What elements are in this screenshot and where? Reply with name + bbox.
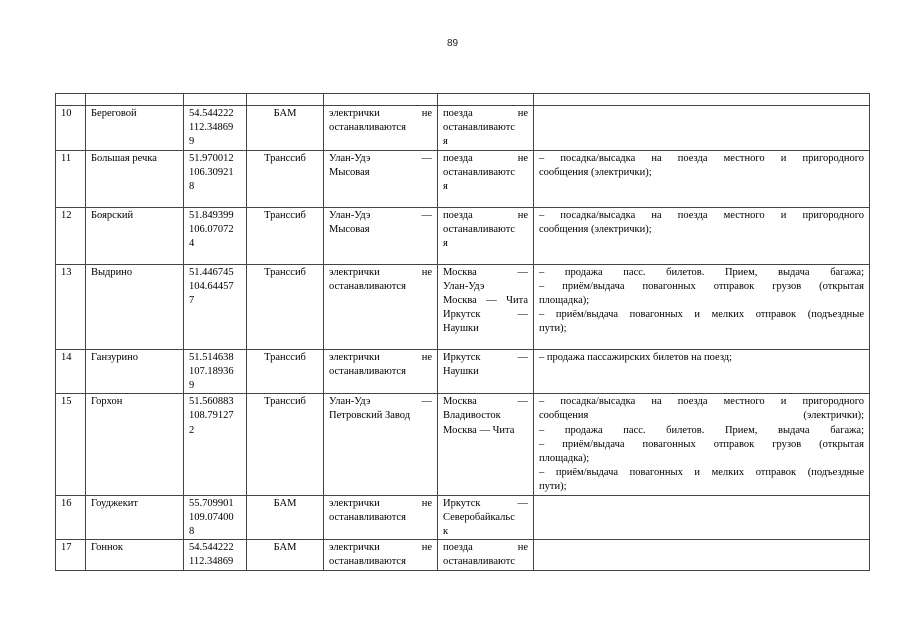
coord-line: 54.544222 [189, 542, 234, 554]
trains-line: Наушки [443, 365, 479, 377]
ops-line: пути); [539, 323, 567, 335]
stations-table [55, 93, 870, 571]
commuter-trains [324, 106, 438, 151]
coord-line: 112.34869 [189, 556, 234, 568]
ops-line: – посадка/высадка на поезда местного и пригородного [539, 209, 864, 221]
ops-line: – приём/выдача повагонных отправок грузов (открытая [539, 438, 864, 450]
coord-line: 112.34869 [189, 122, 234, 134]
commuter-trains [324, 495, 438, 540]
railway-line: Транссиб [247, 150, 324, 207]
table-row [56, 540, 870, 570]
station-name: Горхон [86, 394, 184, 495]
trains-line: я [443, 136, 448, 148]
trains-line: останавливаютс [443, 223, 516, 235]
table-row [56, 207, 870, 264]
station-operations [534, 207, 870, 264]
coordinates [184, 495, 247, 540]
table-row [56, 150, 870, 207]
page-number: 89 [446, 38, 459, 49]
coordinates [184, 349, 247, 394]
commuter-trains [324, 150, 438, 207]
trains-line: поезда не [443, 209, 528, 221]
station-operations [534, 106, 870, 151]
ops-line: сообщения (электрички); [539, 166, 652, 178]
commuter-line: Мысовая [329, 166, 370, 178]
long-distance-trains [438, 394, 534, 495]
coord-line: 9 [189, 136, 195, 148]
long-distance-trains [438, 207, 534, 264]
coord-line: 107.18936 [189, 365, 234, 377]
long-distance-trains [438, 150, 534, 207]
coord-line: 54.544222 [189, 108, 234, 119]
coord-line: 2 [189, 424, 195, 436]
coord-line: 4 [189, 238, 195, 250]
ops-line: – приём/выдача повагонных и мелких отправок (подъездные [539, 467, 864, 479]
table-row [56, 264, 870, 349]
railway-line: Транссиб [247, 349, 324, 394]
coord-line: 104.64457 [189, 280, 234, 292]
ops-line: сообщения (электрички); [539, 410, 864, 422]
commuter-line: останавливаются [329, 280, 406, 292]
station-name: Выдрино [86, 264, 184, 349]
trains-line: Владивосток [443, 410, 501, 422]
commuter-trains [324, 264, 438, 349]
commuter-line: останавливаются [329, 511, 406, 523]
ops-line: – посадка/высадка на поезда местного и пригородного [539, 396, 864, 408]
commuter-trains [324, 540, 438, 570]
station-name: Боярский [86, 207, 184, 264]
railway-line: БАМ [247, 540, 324, 570]
ops-line: сообщения (электрички); [539, 223, 652, 235]
trains-line: Наушки [443, 323, 479, 335]
coordinates [184, 394, 247, 495]
station-operations [534, 394, 870, 495]
ops-line: – продажа пасс. билетов. Прием, выдача багажа; [539, 424, 864, 436]
coord-line: 51.560883 [189, 396, 234, 408]
trains-line: я [443, 181, 448, 193]
coord-line: 51.514638 [189, 351, 234, 363]
coordinates [184, 106, 247, 151]
table-row [56, 495, 870, 540]
ops-line: – продажа пассажирских билетов на поезд; [539, 351, 733, 363]
row-number: 15 [56, 394, 86, 495]
coord-line: 106.07072 [189, 223, 234, 235]
station-operations [534, 540, 870, 570]
commuter-line: электрички не [329, 351, 432, 363]
trains-line: останавливаютс [443, 166, 516, 178]
coord-line: 108.79127 [189, 410, 234, 422]
table-row [56, 349, 870, 394]
commuter-line: Улан-Удэ — [329, 209, 432, 221]
long-distance-trains [438, 349, 534, 394]
commuter-line: Мысовая [329, 223, 370, 235]
trains-line: Иркутск — [443, 497, 528, 509]
trains-line: поезда не [443, 108, 528, 119]
commuter-line: электрички не [329, 497, 432, 509]
trains-line: останавливаютс [443, 122, 516, 134]
coord-line: 51.970012 [189, 152, 234, 164]
row-number: 14 [56, 349, 86, 394]
railway-line: Транссиб [247, 394, 324, 495]
station-operations [534, 150, 870, 207]
ops-line: – приём/выдача повагонных отправок грузов (открытая [539, 280, 864, 292]
commuter-line: электрички не [329, 542, 432, 554]
trains-line: останавливаютс [443, 556, 516, 568]
coord-line: 109.07400 [189, 511, 234, 523]
ops-line: – посадка/высадка на поезда местного и пригородного [539, 152, 864, 164]
coord-line: 8 [189, 526, 195, 538]
commuter-line: Улан-Удэ — [329, 152, 432, 164]
coordinates [184, 264, 247, 349]
commuter-trains [324, 349, 438, 394]
railway-line: БАМ [247, 106, 324, 151]
coord-line: 51.446745 [189, 266, 234, 278]
commuter-line: Улан-Удэ — [329, 396, 432, 408]
railway-line: Транссиб [247, 207, 324, 264]
coordinates [184, 540, 247, 570]
commuter-line: останавливаются [329, 122, 406, 134]
station-name: Гоннок [86, 540, 184, 570]
station-name: Большая речка [86, 150, 184, 207]
commuter-line: останавливаются [329, 556, 406, 568]
coordinates [184, 207, 247, 264]
commuter-line: электрички не [329, 266, 432, 278]
coord-line: 55.709901 [189, 497, 234, 509]
row-number: 11 [56, 150, 86, 207]
table-row [56, 106, 870, 151]
coord-line: 7 [189, 295, 195, 307]
trains-line: я [443, 238, 448, 250]
commuter-trains [324, 394, 438, 495]
row-number: 13 [56, 264, 86, 349]
trains-line: Иркутск — [443, 309, 528, 321]
railway-line: БАМ [247, 495, 324, 540]
trains-line: Москва — [443, 266, 528, 278]
long-distance-trains [438, 540, 534, 570]
coord-line: 51.849399 [189, 209, 234, 221]
long-distance-trains [438, 495, 534, 540]
long-distance-trains [438, 264, 534, 349]
trains-line: Северобайкальс [443, 511, 515, 523]
ops-line: – приём/выдача повагонных и мелких отправок (подъездные [539, 309, 864, 321]
station-name: Гоуджекит [86, 495, 184, 540]
ops-line: площадка); [539, 453, 590, 465]
trains-line: поезда не [443, 542, 528, 554]
commuter-line: электрички не [329, 108, 432, 119]
table-row [56, 394, 870, 495]
trains-line: к [443, 526, 449, 538]
row-number: 17 [56, 540, 86, 570]
row-number: 10 [56, 106, 86, 151]
trains-line: Иркутск — [443, 351, 528, 363]
trains-line: Москва — Чита [443, 295, 528, 307]
coord-line: 106.30921 [189, 166, 234, 178]
row-number: 12 [56, 207, 86, 264]
header-row [56, 94, 870, 106]
trains-line: Москва — Чита [443, 424, 515, 436]
long-distance-trains [438, 106, 534, 151]
commuter-line: останавливаются [329, 365, 406, 377]
station-operations [534, 349, 870, 394]
station-operations [534, 264, 870, 349]
railway-line: Транссиб [247, 264, 324, 349]
coord-line: 8 [189, 181, 195, 193]
ops-line: – продажа пасс. билетов. Прием, выдача багажа; [539, 266, 864, 278]
coord-line: 9 [189, 380, 195, 392]
commuter-line: Петровский Завод [329, 410, 411, 422]
ops-line: пути); [539, 481, 567, 493]
station-name: Ганзурино [86, 349, 184, 394]
trains-line: поезда не [443, 152, 528, 164]
trains-line: Москва — [443, 396, 528, 408]
coordinates [184, 150, 247, 207]
station-operations [534, 495, 870, 540]
trains-line: Улан-Удэ [443, 280, 485, 292]
ops-line: площадка); [539, 295, 590, 307]
commuter-trains [324, 207, 438, 264]
row-number: 16 [56, 495, 86, 540]
station-name: Береговой [86, 106, 184, 151]
